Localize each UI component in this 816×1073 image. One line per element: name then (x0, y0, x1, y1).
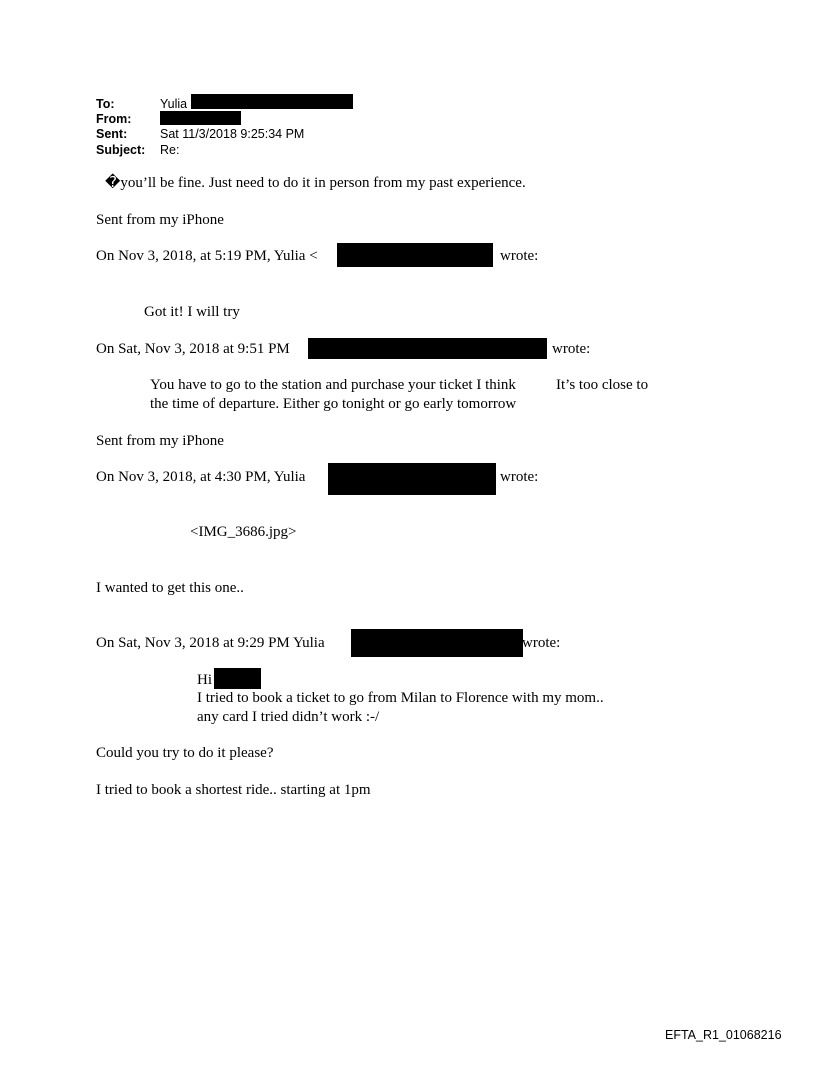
station-line-1: You have to go to the station and purchase your ticket I think (150, 377, 516, 393)
sent-value: Sat 11/3/2018 9:25:34 PM (160, 127, 305, 141)
tried-line-1: I tried to book a ticket to go from Milan to Florence with my mom.. (197, 690, 604, 706)
quote-header-3: On Nov 3, 2018, at 4:30 PM, Yulia (96, 469, 306, 485)
reply-line: �you’ll be fine. Just need to do it in person from my past experience. (105, 175, 526, 191)
quote-header-4-wrote: wrote: (522, 635, 561, 651)
bates-number: EFTA_R1_01068216 (665, 1028, 782, 1042)
quote-header-1-wrote: wrote: (500, 248, 539, 264)
quote-header-1: On Nov 3, 2018, at 5:19 PM, Yulia < (96, 248, 318, 264)
redaction-bar (214, 668, 261, 689)
sent-from-iphone: Sent from my iPhone (96, 212, 224, 228)
got-it-line: Got it! I will try (144, 304, 240, 320)
redaction-bar (308, 338, 547, 359)
quote-header-3-wrote: wrote: (500, 469, 539, 485)
subject-label: Subject: (96, 143, 146, 157)
station-line-1b: It’s too close to (556, 377, 649, 393)
redaction-bar (160, 111, 241, 125)
to-value: Yulia (160, 97, 188, 111)
tried-line-2: any card I tried didn’t work :-/ (197, 709, 380, 725)
sent-from-iphone: Sent from my iPhone (96, 433, 224, 449)
attachment-name: <IMG_3686.jpg> (190, 524, 297, 540)
wanted-line: I wanted to get this one.. (96, 580, 244, 596)
redaction-bar (351, 629, 523, 657)
redaction-bar (328, 463, 496, 495)
subject-value: Re: (160, 143, 180, 157)
shortest-ride-line: I tried to book a shortest ride.. starting at 1pm (96, 782, 371, 798)
from-label: From: (96, 112, 132, 126)
redaction-bar (337, 243, 493, 267)
quote-header-4: On Sat, Nov 3, 2018 at 9:29 PM Yulia (96, 635, 325, 651)
hi-line: Hi (197, 672, 212, 688)
redaction-bar (191, 94, 353, 109)
quote-header-2: On Sat, Nov 3, 2018 at 9:51 PM (96, 341, 290, 357)
station-line-2: the time of departure. Either go tonight or go early tomorrow (150, 396, 517, 412)
quote-header-2-wrote: wrote: (552, 341, 591, 357)
sent-label: Sent: (96, 127, 128, 141)
to-label: To: (96, 97, 115, 111)
could-you-line: Could you try to do it please? (96, 745, 274, 761)
